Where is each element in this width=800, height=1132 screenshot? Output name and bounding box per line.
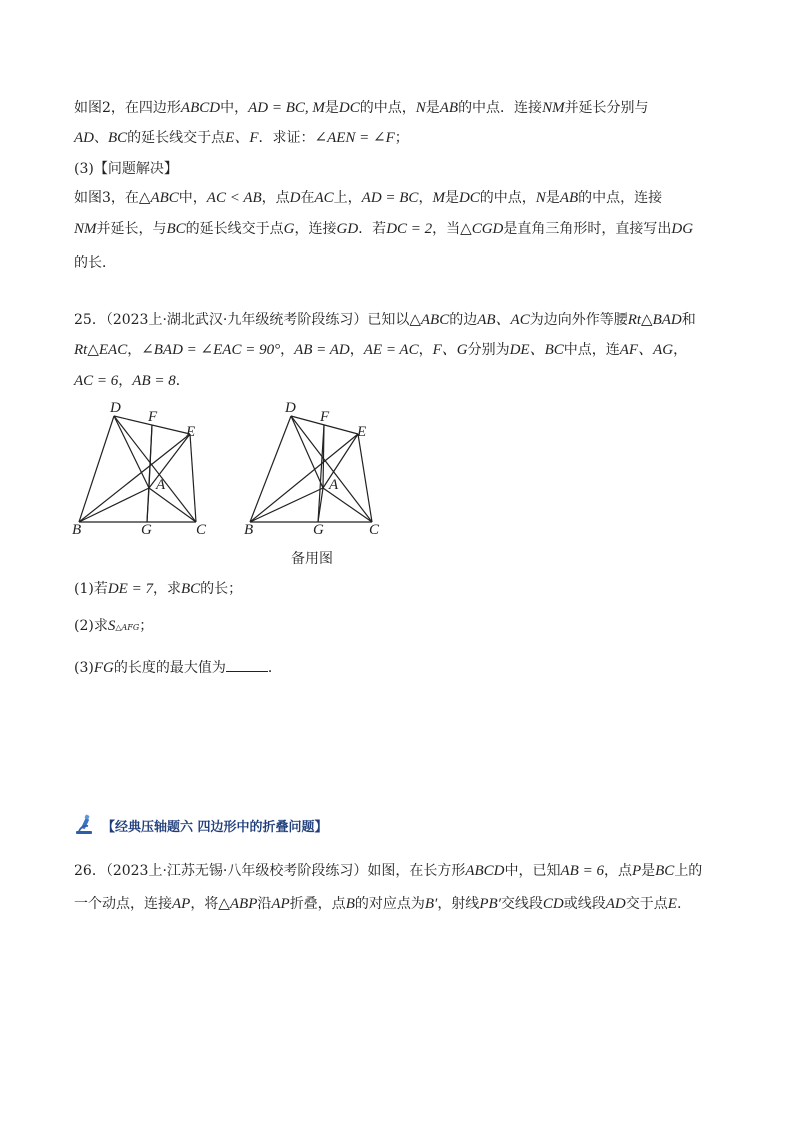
answer-blank[interactable] [226, 659, 268, 672]
math: AC [314, 190, 334, 206]
math: BC [166, 221, 186, 237]
math: E [667, 896, 677, 912]
label-F: F [320, 409, 330, 425]
figure-caption: 备用图 [291, 551, 333, 567]
label-G: G [313, 522, 324, 536]
q26-line-2 [74, 895, 681, 913]
math: N [535, 190, 546, 206]
text: 为边向外作等腰 [529, 312, 628, 328]
text: ， [118, 373, 133, 389]
figure-1 [79, 416, 196, 522]
segment-BE [250, 434, 358, 522]
math: B [345, 896, 355, 912]
math: G [283, 221, 295, 237]
text: 如图3，在 [74, 190, 139, 206]
text: 的延长线交于点 [185, 221, 284, 237]
text: 的长； [200, 581, 243, 597]
text: ． [267, 660, 282, 676]
text: 在 [300, 190, 315, 206]
segment-BD [79, 416, 114, 522]
q24-line-1 [74, 99, 649, 117]
math: ∠BAD = ∠EAC = 90° [141, 342, 281, 358]
math: ABCD [180, 100, 221, 116]
q25-part3 [74, 659, 282, 677]
subscript: △AFG [115, 623, 140, 632]
math: DE、BC [509, 342, 564, 358]
text: ．求证： [258, 130, 315, 146]
math: Rt△EAC [74, 342, 128, 358]
text: 中， [178, 190, 207, 206]
text: 中， [220, 100, 249, 116]
section-title: 【经典压轴题六 四边形中的折叠问题】 [102, 819, 328, 835]
text: ， [673, 342, 688, 358]
text: ，点 [261, 190, 290, 206]
math: AE = AC [363, 342, 419, 358]
text: 并延长，与 [96, 221, 167, 237]
math: AD [605, 896, 626, 912]
text: 的中点，连接 [578, 190, 663, 206]
text: 折叠，点 [289, 896, 346, 912]
math: PB′ [479, 896, 501, 912]
label-A: A [329, 477, 339, 493]
label-C: C [196, 522, 207, 536]
label-E: E [357, 424, 367, 440]
math: AP [172, 896, 191, 912]
text: (2)求 [74, 618, 108, 634]
text: ，求 [152, 581, 181, 597]
math: GD [336, 221, 359, 237]
q24-line-6 [74, 254, 116, 272]
q24-line-4 [74, 189, 662, 207]
math: NM [74, 221, 97, 237]
math: E、F [225, 130, 259, 146]
math: AC = 6 [74, 373, 119, 389]
math: AF、AG [619, 342, 674, 358]
math: AB、AC [477, 312, 530, 328]
text: 交于点 [625, 896, 668, 912]
segment-AC [149, 488, 196, 522]
q24-part3-heading [74, 160, 178, 178]
math: AB [559, 190, 579, 206]
text: ，连接 [294, 221, 337, 237]
text: ， [418, 190, 433, 206]
q24-line-2 [74, 129, 409, 147]
q25-line-3 [74, 372, 190, 390]
text: (1)若 [74, 581, 108, 597]
text: (3)【问题解决】 [74, 161, 178, 177]
label-G: G [141, 522, 152, 536]
math: DC [458, 190, 480, 206]
label-A: A [156, 477, 166, 493]
math: AD = BC, M [248, 100, 325, 116]
math: DC [338, 100, 360, 116]
text: 如图2，在四边形 [74, 100, 181, 116]
text: 的对应点为 [354, 896, 425, 912]
text: 一个动点，连接 [74, 896, 172, 912]
math: CD [542, 896, 564, 912]
text: 是 [444, 190, 459, 206]
text: . [676, 896, 682, 912]
label-B: B [244, 522, 254, 536]
text: 的中点， [479, 190, 536, 206]
text: ．若 [358, 221, 387, 237]
math: DE = 7 [107, 581, 153, 597]
math: N [415, 100, 426, 116]
text: ， [127, 342, 142, 358]
q25-line-1 [74, 311, 696, 329]
label-F: F [148, 409, 158, 425]
text: 的中点．连接 [458, 100, 543, 116]
label-B: B [72, 522, 82, 536]
math: △CGD [460, 221, 504, 237]
q24-line-5 [74, 220, 693, 238]
math: DC = 2 [386, 221, 433, 237]
section-heading [74, 814, 328, 836]
text: 的中点， [359, 100, 416, 116]
text: 是 [641, 863, 656, 879]
q25-part1 [74, 580, 242, 598]
text: 的边 [449, 312, 478, 328]
math: BC [108, 130, 128, 146]
text: 的长度的最大值为 [113, 660, 226, 676]
q25-part2 [74, 617, 153, 637]
math: AD = BC [361, 190, 419, 206]
segment-EC [190, 434, 196, 522]
math: P [631, 863, 642, 879]
math: F、G [432, 342, 468, 358]
text: ，点 [603, 863, 632, 879]
math: △ABP [218, 896, 258, 912]
segment-EC [358, 434, 372, 522]
text: ； [394, 130, 409, 146]
math: ABCD [465, 863, 505, 879]
math: △ABC [409, 312, 450, 328]
text: ， [349, 342, 364, 358]
text: ，将 [190, 896, 219, 912]
math: AB = 8 [132, 373, 176, 389]
math: AB = AD [294, 342, 350, 358]
math: S [107, 618, 116, 634]
text: ． [175, 373, 190, 389]
math: FG [93, 660, 114, 676]
math: AD [74, 130, 94, 146]
segment-BA [79, 488, 149, 522]
text: 是直角三角形时，直接写出 [503, 221, 672, 237]
math: DG [671, 221, 694, 237]
text: 交线段 [500, 896, 543, 912]
math: AC < AB [206, 190, 262, 206]
text: 上， [333, 190, 362, 206]
math: B′ [424, 896, 438, 912]
math: AB [439, 100, 459, 116]
math: AP [271, 896, 290, 912]
text: 、 [94, 130, 108, 146]
q25-line-2 [74, 341, 687, 359]
segment-AC [323, 488, 372, 522]
text: ； [139, 618, 154, 634]
segment-BE [79, 434, 190, 522]
text: 上的 [674, 863, 703, 879]
math: AB = 6 [560, 863, 604, 879]
text: 或线段 [563, 896, 606, 912]
label-D: D [110, 400, 121, 416]
text: (3) [74, 660, 94, 676]
math: BC [180, 581, 201, 597]
figure-2 [250, 416, 372, 522]
text: ， [280, 342, 295, 358]
text: 沿 [257, 896, 272, 912]
math: ∠AEN = ∠F [314, 130, 395, 146]
text: 是 [324, 100, 339, 116]
text: 是 [425, 100, 440, 116]
text: 中，已知 [504, 863, 561, 879]
text: 并延长分别与 [564, 100, 649, 116]
math: D [289, 190, 301, 206]
text: 25．（2023上·湖北武汉·九年级统考阶段练习）已知以 [74, 312, 410, 328]
text: 和 [681, 312, 696, 328]
math: BC [655, 863, 675, 879]
text: 是 [545, 190, 560, 206]
label-E: E [186, 424, 196, 440]
text: 中点，连 [563, 342, 620, 358]
text: ，当 [432, 221, 461, 237]
q25-figures [0, 396, 800, 536]
text: ，射线 [437, 896, 480, 912]
text: 的延长线交于点 [127, 130, 226, 146]
label-C: C [369, 522, 380, 536]
segment-DA [114, 416, 149, 488]
math: △ABC [138, 190, 179, 206]
text: 的长． [74, 255, 116, 271]
microscope-icon [74, 814, 96, 836]
math: Rt△BAD [627, 312, 682, 328]
label-D: D [285, 400, 296, 416]
math: NM [542, 100, 565, 116]
math: M [432, 190, 445, 206]
text: 26．（2023上·江苏无锡·八年级校考阶段练习）如图，在长方形 [74, 863, 466, 879]
text: ， [418, 342, 433, 358]
q26-line-1 [74, 862, 702, 880]
text: 分别为 [467, 342, 510, 358]
